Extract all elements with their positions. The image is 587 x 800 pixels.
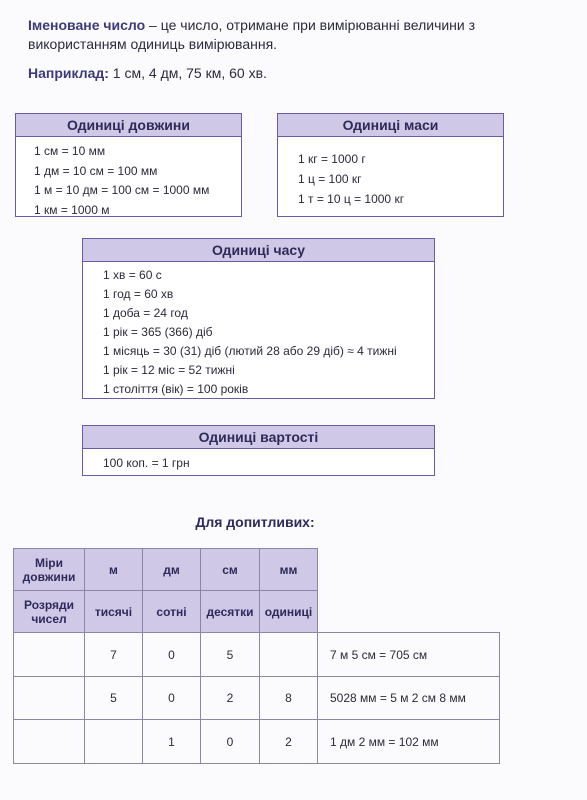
equation-cell: 5028 мм = 5 м 2 см 8 мм — [318, 677, 500, 720]
time-unit-line: 1 год = 60 хв — [103, 287, 174, 301]
definition-paragraph — [28, 16, 558, 54]
time-units-title: Одиниці часу — [83, 239, 434, 262]
curious-section-title: Для допитливих: — [195, 514, 315, 530]
digit-cell — [85, 720, 143, 764]
equation-cell: 1 дм 2 мм = 102 мм — [318, 720, 500, 764]
length-units-title: Одиниці довжини — [16, 114, 241, 137]
table-row — [14, 633, 500, 677]
mass-units-box — [277, 113, 504, 217]
example-text: 1 см, 4 дм, 75 км, 60 хв. — [108, 65, 267, 81]
length-unit-line: 1 дм = 10 см = 100 мм — [34, 163, 158, 178]
table-row — [14, 677, 500, 720]
time-units-box — [82, 238, 435, 399]
digit-cell: 2 — [260, 720, 318, 764]
length-unit-line: 1 м = 10 дм = 100 см = 1000 мм — [34, 183, 210, 197]
header-cell: см — [201, 549, 260, 591]
header-cell: одиниці — [260, 591, 318, 633]
header-cell: м — [85, 549, 143, 591]
digit-cell: 2 — [201, 677, 260, 720]
digit-cell: 0 — [143, 633, 201, 677]
time-unit-line: 1 хв = 60 с — [103, 268, 162, 282]
mass-units-title: Одиниці маси — [278, 114, 503, 137]
table-row — [14, 591, 500, 633]
definition-term: Іменоване число — [28, 17, 146, 33]
header-cell: десятки — [201, 591, 260, 633]
mass-unit-line: 1 ц = 100 кг — [298, 172, 362, 186]
digit-cell: 5 — [201, 633, 260, 677]
digit-cell: 1 — [143, 720, 201, 764]
length-units-box — [15, 113, 242, 217]
mass-unit-line: 1 кг = 1000 г — [298, 152, 366, 166]
time-unit-line: 1 століття (вік) = 100 років — [103, 382, 249, 396]
digit-cell: 5 — [85, 677, 143, 720]
length-ranks-table — [13, 548, 500, 764]
digit-cell: 8 — [260, 677, 318, 720]
length-unit-line: 1 км = 1000 м — [34, 202, 110, 217]
table-row — [14, 549, 500, 591]
time-unit-line: 1 рік = 365 (366) діб — [103, 325, 213, 339]
time-unit-line: 1 рік = 12 міс = 52 тижні — [103, 363, 235, 377]
example-label: Наприклад: — [28, 65, 109, 81]
digit-cell — [260, 633, 318, 677]
equation-cell: 7 м 5 см = 705 см — [318, 633, 500, 677]
digit-cell: 0 — [143, 677, 201, 720]
header-cell: дм — [143, 549, 201, 591]
row-label-measures: Міри довжини — [14, 549, 85, 591]
cost-units-box — [82, 425, 435, 476]
row-label-ranks: Розряди чисел — [14, 591, 85, 633]
digit-cell: 7 — [85, 633, 143, 677]
digit-cell: 0 — [201, 720, 260, 764]
table-row — [14, 720, 500, 764]
header-cell: сотні — [143, 591, 201, 633]
header-cell: тисячі — [85, 591, 143, 633]
cost-unit-line: 100 коп. = 1 грн — [103, 456, 190, 470]
definition-text: – це число, отримане при вимірюванні величини з використанням одиниць вимірювання. — [28, 17, 476, 52]
header-cell: мм — [260, 549, 318, 591]
time-unit-line: 1 місяць = 30 (31) діб (лютий 28 або 29 діб) ≈ 4 тижні — [103, 344, 397, 358]
length-unit-line: 1 см = 10 мм — [34, 144, 106, 158]
time-unit-line: 1 доба = 24 год — [103, 306, 188, 320]
mass-unit-line: 1 т = 10 ц = 1000 кг — [298, 192, 405, 206]
cost-units-title: Одиниці вартості — [83, 426, 434, 449]
example-line — [28, 65, 267, 81]
